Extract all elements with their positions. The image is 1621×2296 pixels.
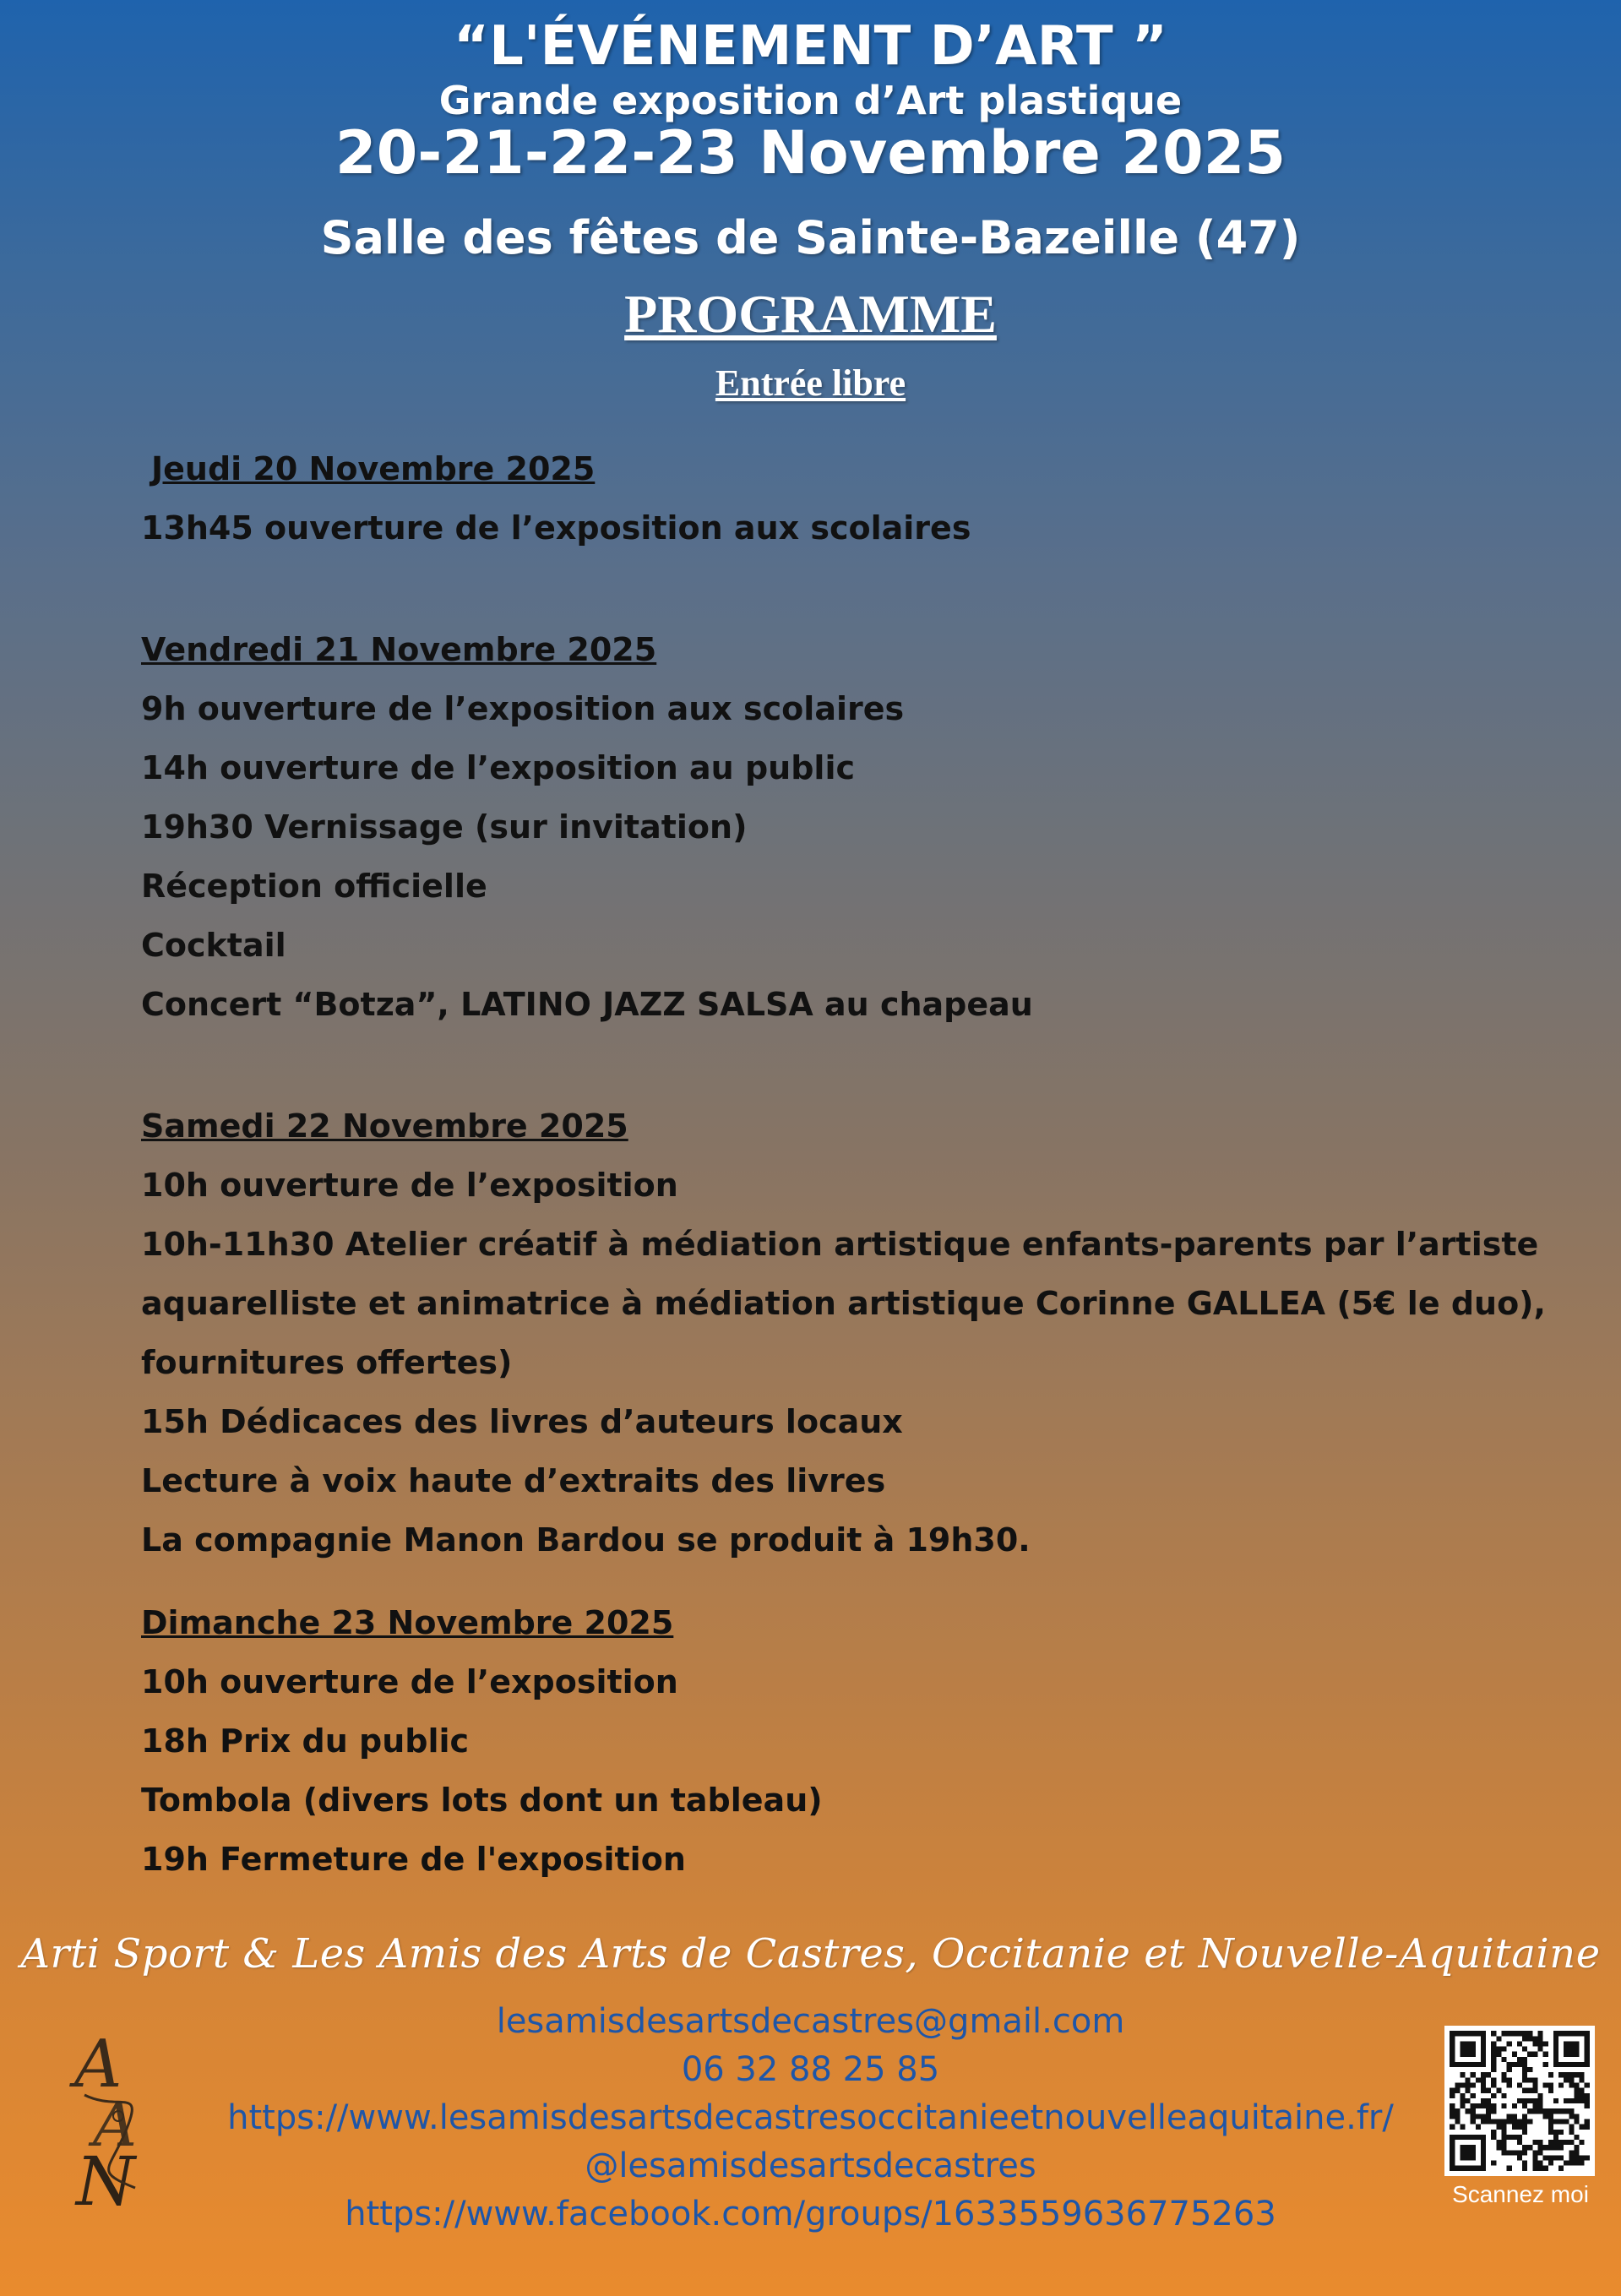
programme-heading: PROGRAMME [624, 284, 997, 344]
list-item: Lecture à voix haute d’extraits des livres [141, 1462, 886, 1499]
day-saturday [141, 1096, 1546, 1570]
list-item: 10h ouverture de l’exposition [141, 1663, 678, 1700]
list-item: Cocktail [141, 927, 286, 964]
event-dates: 20-21-22-23 Novembre 2025 [335, 118, 1286, 188]
day-title: Jeudi 20 Novembre 2025 [151, 450, 596, 487]
list-item: fournitures offertes) [141, 1344, 513, 1381]
list-item: 9h ouverture de l’exposition aux scolaires [141, 690, 905, 727]
social-handle: @lesamisdesartsdecastres [585, 2146, 1036, 2185]
event-subtitle: Grande exposition d’Art plastique [438, 78, 1183, 123]
list-item: aquarelliste et animatrice à médiation artistique Corinne GALLEA (5€ le duo), [141, 1285, 1546, 1322]
facebook-link[interactable]: https://www.facebook.com/groups/1633559636775263 [345, 2195, 1276, 2233]
event-title: “L'ÉVÉNEMENT D’ART ” [454, 15, 1167, 78]
list-item: 18h Prix du public [141, 1722, 470, 1760]
email-link[interactable]: lesamisdesartsdecastres@gmail.com [496, 2002, 1125, 2041]
day-title: Samedi 22 Novembre 2025 [141, 1107, 628, 1145]
list-item: Tombola (divers lots dont un tableau) [141, 1782, 823, 1819]
list-item: 13h45 ouverture de l’exposition aux scolaires [141, 509, 971, 547]
list-item: 15h Dédicaces des livres d’auteurs locaux [141, 1403, 903, 1440]
programme-list [141, 439, 1546, 1889]
association-logo-icon [68, 2027, 169, 2217]
day-thursday [141, 439, 1526, 558]
day-title: Vendredi 21 Novembre 2025 [141, 631, 657, 668]
qr-caption: Scannez moi [1452, 2181, 1589, 2207]
list-item: 14h ouverture de l’exposition au public [141, 749, 855, 786]
svg-text:A: A [74, 2027, 122, 2103]
list-item: La compagnie Manon Bardou se produit à 19h30. [141, 1521, 1031, 1559]
list-item: Concert “Botza”, LATINO JAZZ SALSA au chapeau [141, 986, 1033, 1023]
qr-code-icon[interactable] [1444, 2026, 1595, 2176]
website-link[interactable]: https://www.lesamisdesartsdecastresoccitanieetnouvelleaquitaine.fr/ [227, 2098, 1394, 2137]
event-venue: Salle des fêtes de Sainte-Bazeille (47) [320, 211, 1301, 264]
svg-text:N: N [76, 2142, 135, 2217]
svg-text:A: A [93, 2089, 137, 2160]
list-item: 19h30 Vernissage (sur invitation) [141, 808, 748, 846]
organization-name: Arti Sport & Les Amis des Arts de Castres, Occitanie et Nouvelle-Aquitaine [20, 1930, 1601, 1978]
list-item: 10h ouverture de l’exposition [141, 1167, 678, 1204]
phone-number: 06 32 88 25 85 [681, 2050, 940, 2089]
list-item: 19h Fermeture de l'exposition [141, 1841, 686, 1878]
contact-block [0, 1998, 1621, 2239]
list-item: Réception officielle [141, 868, 487, 905]
list-item: 10h-11h30 Atelier créatif à médiation artistique enfants-parents par l’artiste [141, 1226, 1539, 1263]
day-sunday [141, 1593, 1526, 1889]
day-friday [141, 620, 1526, 1034]
day-title: Dimanche 23 Novembre 2025 [141, 1604, 674, 1641]
entree-libre-label: Entrée libre [715, 362, 906, 404]
